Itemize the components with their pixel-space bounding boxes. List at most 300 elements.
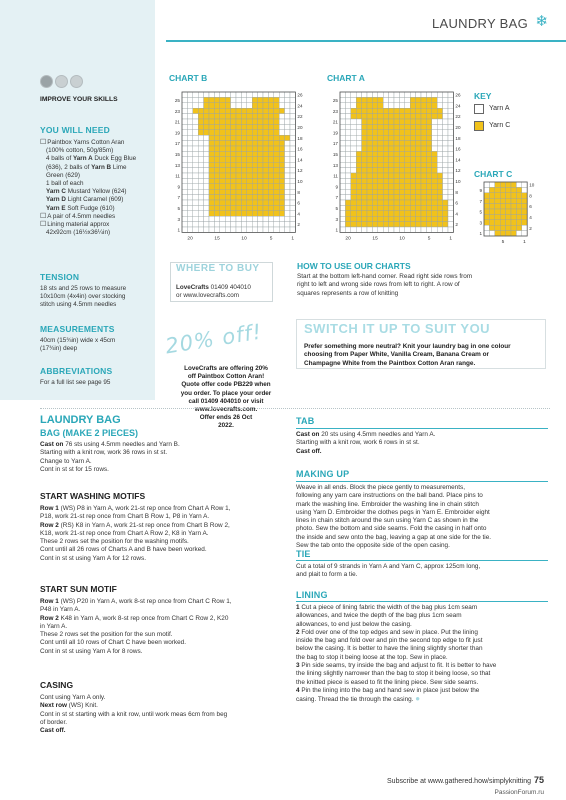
- chart-cell: [437, 108, 442, 113]
- chart-cell: [204, 146, 209, 151]
- chart-cell: [389, 97, 394, 102]
- chart-cell: [193, 146, 198, 151]
- step-number: 1: [296, 604, 300, 611]
- chart-cell: [372, 108, 377, 113]
- instruction-line: 76 sts using 4.5mm needles and Yarn B.: [63, 441, 180, 448]
- chart-cell: [426, 146, 431, 151]
- chart-cell: [416, 205, 421, 210]
- chart-cell: [193, 103, 198, 108]
- instruction-line: (RS) K8 in Yarn A, work 21-st rep once from Chart B Row 2,: [58, 521, 230, 529]
- chart-cell: [356, 108, 361, 113]
- chart-cell: [362, 200, 367, 205]
- chart-cell: [372, 103, 377, 108]
- yarn-line: Green (629): [46, 171, 80, 179]
- chart-cell: [225, 227, 230, 232]
- chart-cell: [345, 195, 350, 200]
- chart-cell: [231, 97, 236, 102]
- chart-cell: [220, 189, 225, 194]
- chart-cell: [495, 204, 500, 209]
- chart-cell: [279, 97, 284, 102]
- chart-cell: [416, 146, 421, 151]
- chart-cell: [383, 157, 388, 162]
- chart-cell: [268, 178, 273, 183]
- chart-cell: [252, 97, 257, 102]
- chart-cell: [220, 146, 225, 151]
- instruction-line: K48 in Yarn A, work 8-st rep once from Chart C Row 2, K20: [58, 614, 229, 622]
- chart-cell: [279, 211, 284, 216]
- chart-cell: [209, 130, 214, 135]
- chart-cell: [443, 184, 448, 189]
- chart-cell: [443, 222, 448, 227]
- chart-cell: [182, 146, 187, 151]
- chart-cell: [220, 92, 225, 97]
- chart-cell: [258, 119, 263, 124]
- instruction-line: Cont until all 26 rows of Charts A and B have been worked.: [40, 546, 207, 554]
- chart-cell: [356, 222, 361, 227]
- chart-cell: [405, 146, 410, 151]
- chart-cell: [220, 114, 225, 119]
- chart-cell: [405, 151, 410, 156]
- chart-cell: [421, 184, 426, 189]
- chart-cell: [247, 184, 252, 189]
- chart-cell: [389, 168, 394, 173]
- chart-cell: [225, 216, 230, 221]
- chart-cell: [209, 141, 214, 146]
- chart-cell: [187, 92, 192, 97]
- chart-cell: [225, 162, 230, 167]
- chart-cell: [356, 211, 361, 216]
- chart-row-label: 13: [332, 162, 338, 168]
- chart-cell: [394, 227, 399, 232]
- chart-cell: [345, 205, 350, 210]
- chart-cell: [405, 195, 410, 200]
- chart-cell: [340, 103, 345, 108]
- chart-cell: [290, 227, 295, 232]
- chart-cell: [274, 135, 279, 140]
- chart-row-label: 26: [297, 92, 303, 98]
- chart-cell: [522, 187, 527, 192]
- chart-cell: [416, 141, 421, 146]
- chart-cell: [399, 162, 404, 167]
- chart-cell: [340, 146, 345, 151]
- chart-cell: [236, 227, 241, 232]
- chart-cell: [285, 168, 290, 173]
- chart-cell: [421, 216, 426, 221]
- chart-cell: [274, 200, 279, 205]
- chart-cell: [345, 124, 350, 129]
- chart-cell: [204, 189, 209, 194]
- chart-cell: [274, 211, 279, 216]
- chart-cell: [214, 168, 219, 173]
- chart-cell: [389, 130, 394, 135]
- chart-cell: [182, 157, 187, 162]
- chart-cell: [367, 184, 372, 189]
- chart-cell: [383, 103, 388, 108]
- chart-cell: [443, 151, 448, 156]
- chart-cell: [362, 216, 367, 221]
- chart-cell: [351, 189, 356, 194]
- chart-cell: [394, 168, 399, 173]
- chart-cell: [394, 151, 399, 156]
- chart-cell: [378, 195, 383, 200]
- chart-row-label: 14: [455, 157, 461, 163]
- chart-cell: [437, 211, 442, 216]
- chart-cell: [268, 141, 273, 146]
- chart-cell: [367, 157, 372, 162]
- chart-cell: [372, 205, 377, 210]
- chart-cell: [204, 222, 209, 227]
- chart-cell: [290, 92, 295, 97]
- chart-cell: [389, 162, 394, 167]
- chart-cell: [214, 97, 219, 102]
- chart-cell: [279, 157, 284, 162]
- chart-cell: [506, 193, 511, 198]
- chart-b: [164, 88, 314, 256]
- chart-cell: [399, 222, 404, 227]
- chart-cell: [274, 141, 279, 146]
- chart-cell: [285, 200, 290, 205]
- chart-cell: [495, 187, 500, 192]
- chart-cell: [274, 195, 279, 200]
- chart-row-label: 26: [455, 92, 461, 98]
- chart-cell: [214, 130, 219, 135]
- chart-cell: [421, 189, 426, 194]
- chart-cell: [214, 216, 219, 221]
- how-to-line: squares represents a row of knitting: [297, 289, 399, 297]
- chart-cell: [247, 157, 252, 162]
- chart-cell: [274, 222, 279, 227]
- chart-cell: [443, 205, 448, 210]
- chart-cell: [367, 114, 372, 119]
- making-up-text: [296, 484, 544, 550]
- chart-cell: [356, 92, 361, 97]
- chart-cell: [416, 151, 421, 156]
- chart-cell: [489, 220, 494, 225]
- yarn-line: Light Caramel (609): [65, 196, 124, 204]
- chart-cell: [426, 119, 431, 124]
- chart-cell: [209, 103, 214, 108]
- chart-cell: [372, 151, 377, 156]
- chart-cell: [252, 124, 257, 129]
- chart-cell: [268, 108, 273, 113]
- chart-cell: [383, 168, 388, 173]
- chart-cell: [362, 146, 367, 151]
- chart-cell: [187, 211, 192, 216]
- chart-cell: [204, 195, 209, 200]
- chart-cell: [484, 193, 489, 198]
- chart-cell: [448, 162, 453, 167]
- switch-line: Prefer something more neutral? Knit your laundry bag in one colour: [304, 343, 511, 350]
- switch-text: [304, 343, 542, 368]
- chart-cell: [231, 227, 236, 232]
- chart-cell: [252, 92, 257, 97]
- chart-cell: [187, 173, 192, 178]
- chart-cell: [220, 135, 225, 140]
- chart-cell: [214, 184, 219, 189]
- chart-cell: [437, 227, 442, 232]
- chart-cell: [378, 108, 383, 113]
- chart-cell: [356, 178, 361, 183]
- chart-cell: [231, 184, 236, 189]
- chart-cell: [367, 216, 372, 221]
- chart-cell: [489, 231, 494, 236]
- chart-cell: [399, 146, 404, 151]
- chart-cell: [247, 103, 252, 108]
- switch-line: Champagne White from the Paintbox Cotton Aran range.: [304, 359, 476, 367]
- chart-cell: [198, 141, 203, 146]
- chart-cell: [279, 178, 284, 183]
- tab-rule: [296, 428, 548, 429]
- chart-cell: [484, 231, 489, 236]
- chart-cell: [484, 187, 489, 192]
- chart-cell: [193, 211, 198, 216]
- chart-cell: [399, 108, 404, 113]
- chart-cell: [443, 146, 448, 151]
- chart-cell: [516, 193, 521, 198]
- chart-cell: [399, 119, 404, 124]
- chart-cell: [495, 214, 500, 219]
- snowflake-icon: ❄: [535, 13, 548, 30]
- chart-cell: [204, 130, 209, 135]
- chart-cell: [268, 222, 273, 227]
- instruction-line: below the casing. It is better to have the lining slightly shorter than: [296, 645, 483, 653]
- chart-cell: [285, 222, 290, 227]
- chart-cell: [443, 108, 448, 113]
- chart-cell: [378, 97, 383, 102]
- lining-heading: LINING: [296, 590, 328, 600]
- tension-line: stitch using 4.5mm needles: [40, 301, 117, 309]
- chart-cell: [268, 119, 273, 124]
- chart-cell: [285, 135, 290, 140]
- chart-cell: [340, 135, 345, 140]
- chart-cell: [258, 227, 263, 232]
- chart-cell: [258, 146, 263, 151]
- chart-cell: [443, 114, 448, 119]
- chart-cell: [193, 200, 198, 205]
- chart-cell: [225, 189, 230, 194]
- chart-cell: [204, 178, 209, 183]
- chart-cell: [426, 103, 431, 108]
- chart-cell: [378, 157, 383, 162]
- instruction-line: lines in chain stitch around the sun using Yarn C as shown in the: [296, 517, 479, 525]
- chart-cell: [220, 178, 225, 183]
- chart-cell: [198, 189, 203, 194]
- chart-cell: [426, 108, 431, 113]
- tension-heading: TENSION: [40, 272, 80, 282]
- chart-cell: [416, 200, 421, 205]
- chart-cell: [182, 92, 187, 97]
- chart-cell: [263, 162, 268, 167]
- chart-cell: [236, 195, 241, 200]
- chart-cell: [198, 114, 203, 119]
- chart-cell: [290, 178, 295, 183]
- chart-cell: [443, 103, 448, 108]
- chart-cell: [252, 162, 257, 167]
- chart-cell: [182, 222, 187, 227]
- chart-cell: [421, 130, 426, 135]
- chart-cell: [274, 130, 279, 135]
- chart-cell: [356, 195, 361, 200]
- chart-cell: [263, 103, 268, 108]
- chart-cell: [241, 119, 246, 124]
- chart-cell: [252, 200, 257, 205]
- chart-cell: [511, 182, 516, 187]
- chart-cell: [416, 135, 421, 140]
- chart-row-label: 4: [297, 211, 300, 217]
- chart-row-label: 1: [479, 231, 482, 237]
- chart-cell: [247, 211, 252, 216]
- chart-cell: [252, 108, 257, 113]
- chart-cell: [182, 114, 187, 119]
- chart-cell: [522, 204, 527, 209]
- watermark: PassionForum.ru: [494, 789, 544, 796]
- chart-cell: [362, 141, 367, 146]
- chart-cell: [362, 168, 367, 173]
- chart-cell: [378, 178, 383, 183]
- chart-cell: [285, 108, 290, 113]
- retailer-web: or www.lovecrafts.com: [176, 292, 239, 300]
- chart-cell: [263, 205, 268, 210]
- chart-cell: [279, 200, 284, 205]
- chart-cell: [405, 141, 410, 146]
- instruction-line: K18, work 21-st rep once from Chart A Row 2, K8 in Yarn A.: [40, 529, 209, 537]
- chart-cell: [410, 189, 415, 194]
- chart-cell: [351, 162, 356, 167]
- chart-cell: [268, 114, 273, 119]
- chart-cell: [187, 146, 192, 151]
- chart-cell: [252, 222, 257, 227]
- instruction-line: Change to Yarn A.: [40, 457, 92, 465]
- chart-cell: [204, 135, 209, 140]
- chart-cell: [378, 146, 383, 151]
- tie-rule: [296, 560, 548, 561]
- chart-a: [322, 88, 472, 256]
- chart-cell: [193, 178, 198, 183]
- chart-cell: [214, 195, 219, 200]
- chart-cell: [204, 211, 209, 216]
- chart-cell: [290, 222, 295, 227]
- chart-cell: [198, 97, 203, 102]
- chart-cell: [378, 189, 383, 194]
- chart-cell: [421, 200, 426, 205]
- chart-cell: [285, 146, 290, 151]
- chart-cell: [378, 103, 383, 108]
- offer-headline: 20% off!: [163, 319, 264, 359]
- chart-cell: [351, 222, 356, 227]
- chart-row-label: 7: [335, 195, 338, 201]
- row-label: Row 2: [40, 614, 59, 622]
- chart-cell: [204, 141, 209, 146]
- instruction-line: P48 in Yarn A.: [40, 606, 81, 614]
- chart-cell: [437, 189, 442, 194]
- chart-cell: [340, 200, 345, 205]
- lining-rule: [296, 601, 548, 602]
- retailer-name: LoveCrafts: [176, 284, 209, 291]
- chart-cell: [426, 168, 431, 173]
- chart-cell: [209, 211, 214, 216]
- chart-cell: [274, 162, 279, 167]
- chart-col-label: 5: [269, 236, 273, 242]
- chart-cell: [285, 227, 290, 232]
- chart-row-label: 10: [297, 178, 303, 184]
- chart-cell: [182, 189, 187, 194]
- chart-cell: [209, 119, 214, 124]
- chart-cell: [506, 204, 511, 209]
- chart-cell: [437, 168, 442, 173]
- chart-cell: [416, 114, 421, 119]
- chart-cell: [506, 225, 511, 230]
- chart-cell: [345, 216, 350, 221]
- chart-cell: [214, 114, 219, 119]
- chart-cell: [367, 119, 372, 124]
- chart-cell: [247, 178, 252, 183]
- chart-cell: [421, 195, 426, 200]
- chart-cell: [426, 216, 431, 221]
- chart-cell: [209, 200, 214, 205]
- chart-cell: [500, 198, 505, 203]
- chart-cell: [443, 119, 448, 124]
- chart-cell: [437, 195, 442, 200]
- chart-cell: [522, 193, 527, 198]
- chart-row-label: 15: [174, 151, 180, 157]
- chart-cell: [372, 119, 377, 124]
- chart-cell: [410, 135, 415, 140]
- chart-cell: [236, 222, 241, 227]
- chart-cell: [263, 168, 268, 173]
- chart-cell: [214, 135, 219, 140]
- chart-cell: [394, 162, 399, 167]
- chart-cell: [225, 146, 230, 151]
- chart-cell: [198, 103, 203, 108]
- chart-cell: [263, 157, 268, 162]
- chart-cell: [500, 231, 505, 236]
- chart-cell: [399, 135, 404, 140]
- chart-cell: [351, 130, 356, 135]
- chart-cell: [410, 200, 415, 205]
- chart-cell: [231, 119, 236, 124]
- chart-cell: [421, 205, 426, 210]
- chart-cell: [405, 124, 410, 129]
- chart-cell: [214, 146, 219, 151]
- chart-cell: [448, 146, 453, 151]
- tie-text: [296, 563, 544, 580]
- making-up-heading: MAKING UP: [296, 469, 350, 479]
- chart-cell: [220, 124, 225, 129]
- chart-cell: [241, 222, 246, 227]
- chart-cell: [220, 200, 225, 205]
- needles-line: A pair of 4.5mm needles: [47, 212, 116, 220]
- chart-cell: [236, 114, 241, 119]
- chart-cell: [389, 108, 394, 113]
- chart-cell: [351, 108, 356, 113]
- chart-cell: [437, 130, 442, 135]
- chart-cell: [193, 114, 198, 119]
- chart-cell: [274, 124, 279, 129]
- chart-cell: [405, 119, 410, 124]
- chart-cell: [437, 146, 442, 151]
- chart-row-label: 7: [479, 198, 482, 204]
- chart-cell: [378, 130, 383, 135]
- chart-cell: [193, 157, 198, 162]
- chart-cell: [345, 162, 350, 167]
- chart-cell: [372, 146, 377, 151]
- yarn-c-label: Yarn C: [46, 188, 66, 196]
- chart-c-title: CHART C: [474, 169, 513, 179]
- chart-cell: [274, 146, 279, 151]
- chart-cell: [274, 178, 279, 183]
- chart-cell: [241, 151, 246, 156]
- chart-cell: [389, 200, 394, 205]
